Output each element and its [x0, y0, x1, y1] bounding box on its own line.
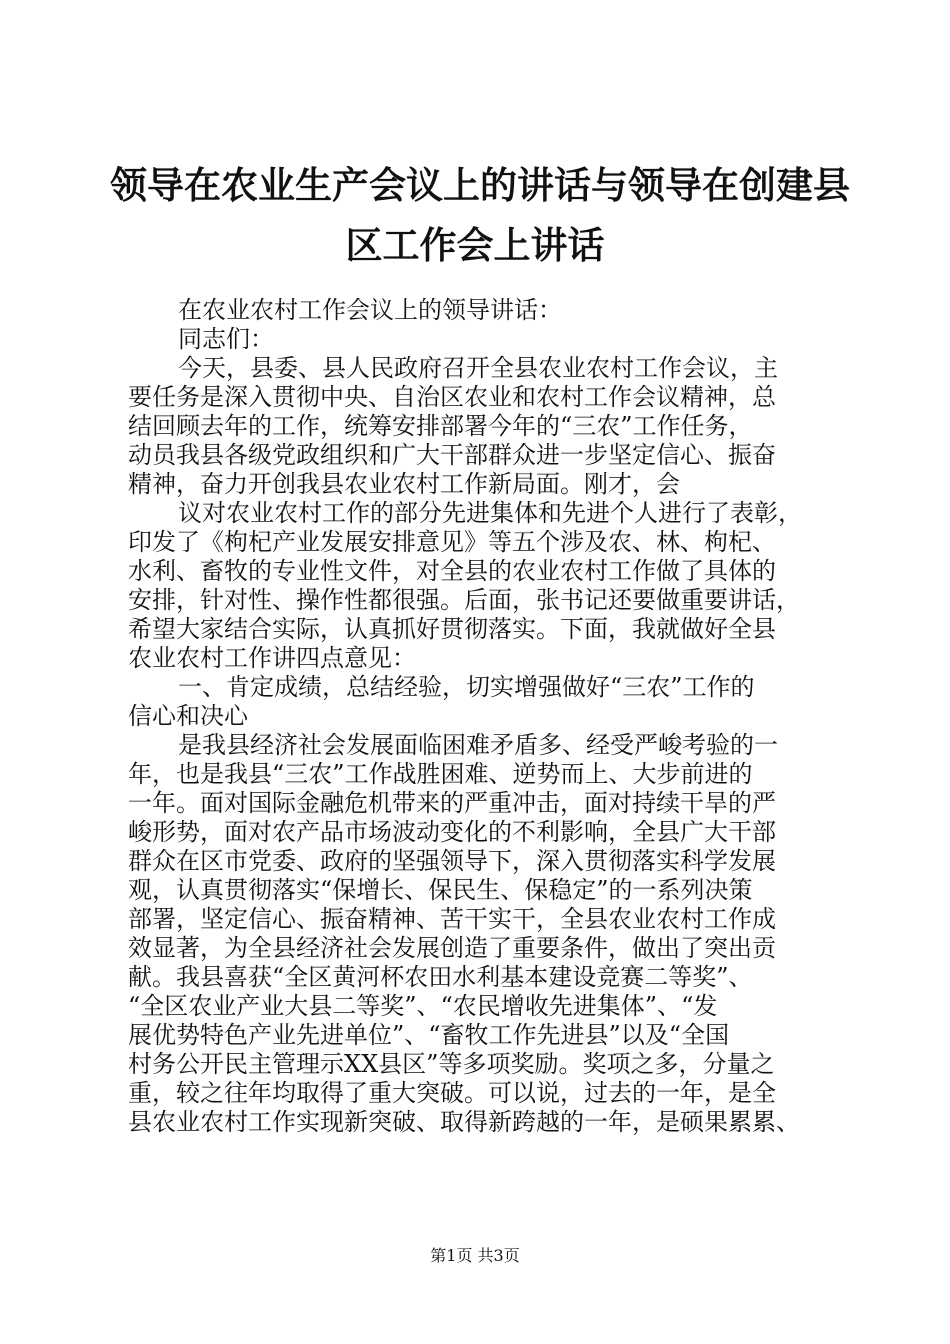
body-line: 水利、畜牧的专业性文件，对全县的农业农村工作做了具体的	[128, 557, 776, 585]
body-line: 在农业农村工作会议上的领导讲话：	[178, 296, 562, 324]
body-line: 希望大家结合实际，认真抓好贯彻落实。下面，我就做好全县	[128, 615, 776, 643]
body-line: 结回顾去年的工作，统筹安排部署今年的“三农”工作任务，	[128, 412, 753, 440]
body-line: 精神，奋力开创我县农业农村工作新局面。刚才，会	[128, 470, 680, 498]
body-line: 效显著，为全县经济社会发展创造了重要条件，做出了突出贡	[128, 934, 776, 962]
body-line: 同志们：	[178, 325, 274, 353]
body-line: 献。我县喜获“全区黄河杯农田水利基本建设竞赛二等奖”、	[128, 963, 753, 991]
document-title-line-1: 领导在农业生产会议上的讲话与领导在创建县	[110, 163, 850, 207]
body-line: 群众在区市党委、政府的坚强领导下，深入贯彻落实科学发展	[128, 847, 776, 875]
body-line: 是我县经济社会发展面临困难矛盾多、经受严峻考验的一	[178, 731, 778, 759]
body-line: 一、肯定成绩，总结经验，切实增强做好“三农”工作的	[178, 673, 755, 701]
page-footer: 第1页 共3页	[430, 1246, 520, 1265]
body-line: 印发了《枸杞产业发展安排意见》等五个涉及农、林、枸杞、	[128, 528, 776, 556]
body-line: 村务公开民主管理示XX县区”等多项奖励。奖项之多，分量之	[128, 1050, 775, 1078]
document-body	[128, 296, 838, 1137]
body-line: 一年。面对国际金融危机带来的严重冲击，面对持续干旱的严	[128, 789, 776, 817]
body-line: 峻形势，面对农产品市场波动变化的不利影响，全县广大干部	[128, 818, 776, 846]
body-line: 信心和决心	[128, 702, 248, 730]
body-line: “全区农业产业大县二等奖”、“农民增收先进集体”、“发	[128, 992, 718, 1020]
body-line: 年，也是我县“三农”工作战胜困难、逆势而上、大步前进的	[128, 760, 753, 788]
body-line: 安排，针对性、操作性都很强。后面，张书记还要做重要讲话，	[128, 586, 800, 614]
body-line: 部署，坚定信心、振奋精神、苦干实干，全县农业农村工作成	[128, 905, 776, 933]
body-line: 县农业农村工作实现新突破、取得新跨越的一年，是硕果累累、	[128, 1108, 800, 1136]
body-line: 动员我县各级党政组织和广大干部群众进一步坚定信心、振奋	[128, 441, 776, 469]
body-line: 议对农业农村工作的部分先进集体和先进个人进行了表彰，	[178, 499, 802, 527]
body-line: 展优势特色产业先进单位”、“畜牧工作先进县”以及“全国	[128, 1021, 730, 1049]
document-title-line-2: 区工作会上讲话	[345, 223, 605, 267]
body-line: 农业农村工作讲四点意见：	[128, 644, 416, 672]
body-line: 今天，县委、县人民政府召开全县农业农村工作会议，主	[178, 354, 778, 382]
body-line: 重，较之往年均取得了重大突破。可以说，过去的一年，是全	[128, 1079, 776, 1107]
body-line: 要任务是深入贯彻中央、自治区农业和农村工作会议精神，总	[128, 383, 776, 411]
body-line: 观，认真贯彻落实“保增长、保民生、保稳定”的一系列决策	[128, 876, 753, 904]
